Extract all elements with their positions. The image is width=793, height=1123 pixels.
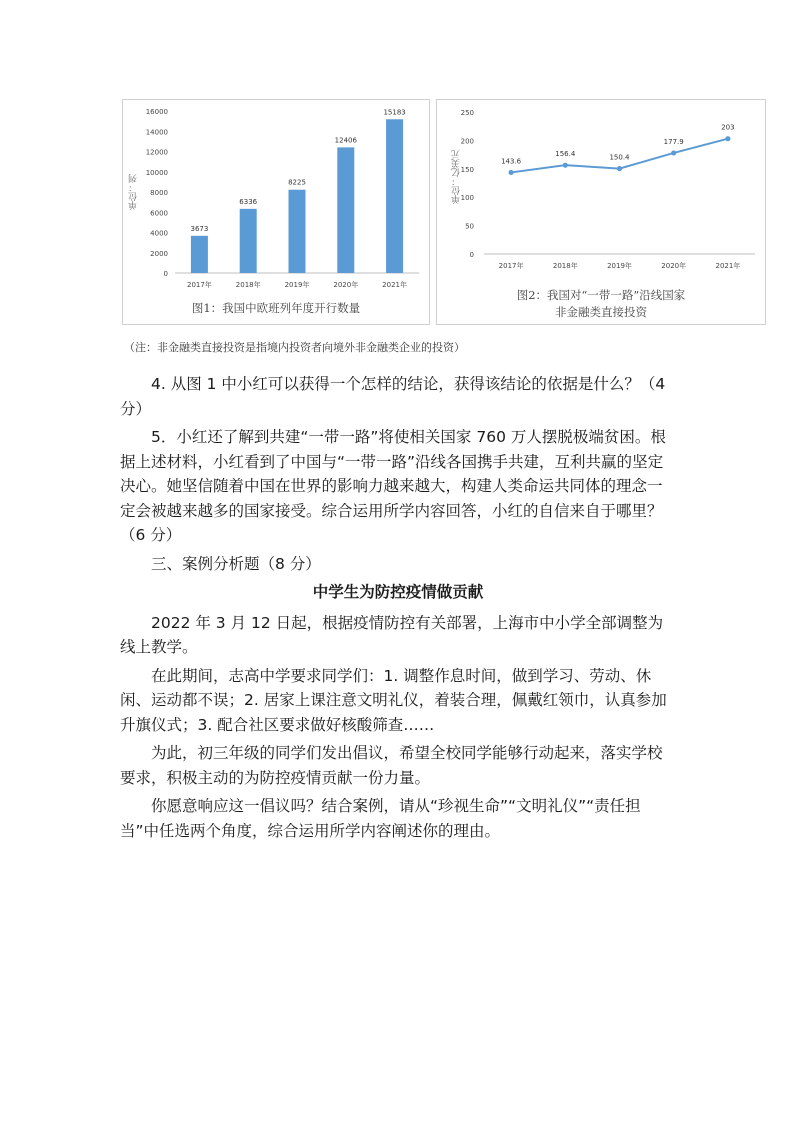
x-tick-label: 2018年 bbox=[552, 262, 578, 270]
chart-2-ylabel: 单位：亿美元 bbox=[452, 150, 462, 204]
y-tick-label: 8000 bbox=[150, 189, 168, 197]
case-paragraph: 你愿意响应这一倡议吗？结合案例，请从“珍视生命”“文明礼仪”“责任担当”中任选两个角度，综合运用所学内容阐述你的理由。 bbox=[120, 797, 641, 840]
case-paragraph: 2022 年 3 月 12 日起，根据疫情防控有关部署，上海市中小学全部调整为线上教学。 bbox=[120, 613, 664, 656]
y-tick-label: 10000 bbox=[145, 168, 168, 177]
bar-data-label: 3673 bbox=[190, 224, 209, 233]
x-tick-label: 2020年 bbox=[661, 262, 687, 270]
y-tick-label: 0 bbox=[469, 251, 474, 259]
bar-data-label: 8225 bbox=[288, 178, 306, 187]
data-point bbox=[725, 136, 730, 141]
question-4: 4. 从图 1 中小红可以获得一个怎样的结论，获得该结论的依据是什么？（4 分） bbox=[120, 375, 666, 418]
chart-1-caption: 图1：我国中欧班列年度开行数量 bbox=[191, 301, 361, 315]
x-tick-label: 2018年 bbox=[235, 281, 261, 289]
section-3-title: 三、案例分析题（8 分） bbox=[151, 554, 321, 573]
bar bbox=[191, 236, 208, 273]
data-point bbox=[563, 163, 568, 168]
question-5: 5．小红还了解到共建“一带一路”将使相关国家 760 万人摆脱极端贫困。根据上述材料，小红看到了中国与“一带一路”沿线各国携手共建，互利共赢的坚定决心。她坚信随着中国在世界的影响力越来越大，构建人类命运共同体的理念一定会被越来越多的国家接受。综合运用所学内容回答，小红的自信来自于哪里？（6 分） bbox=[120, 428, 666, 544]
x-tick-label: 2021年 bbox=[382, 281, 408, 289]
x-tick-label: 2020年 bbox=[333, 281, 359, 289]
y-tick-label: 14000 bbox=[145, 128, 168, 137]
y-tick-label: 200 bbox=[460, 137, 474, 146]
bar bbox=[386, 119, 403, 273]
x-tick-label: 2019年 bbox=[607, 262, 632, 270]
data-point bbox=[617, 166, 622, 171]
data-point bbox=[671, 150, 676, 155]
x-tick-label: 2017年 bbox=[186, 281, 212, 289]
point-data-label: 150.4 bbox=[609, 153, 630, 162]
bar-data-label: 12406 bbox=[334, 136, 357, 145]
y-tick-label: 2000 bbox=[150, 249, 168, 258]
bar bbox=[240, 209, 257, 273]
point-data-label: 156.4 bbox=[555, 150, 576, 159]
chart-2-caption-line1: 图2：我国对“一带一路”沿线国家 bbox=[516, 288, 686, 302]
x-tick-label: 2017年 bbox=[498, 262, 524, 270]
point-data-label: 143.6 bbox=[501, 157, 522, 166]
case-title: 中学生为防控疫情做贡献 bbox=[312, 583, 484, 601]
y-tick-label: 0 bbox=[163, 270, 168, 278]
y-tick-label: 150 bbox=[460, 165, 474, 174]
bar bbox=[289, 190, 306, 273]
case-paragraph: 为此，初三年级的同学们发出倡议，希望全校同学能够行动起来，落实学校要求，积极主动的为防控疫情贡献一份力量。 bbox=[120, 744, 663, 787]
bar bbox=[337, 147, 354, 273]
y-tick-label: 4000 bbox=[150, 229, 168, 238]
bar-data-label: 15183 bbox=[383, 108, 406, 117]
chart-2-container bbox=[436, 99, 766, 325]
y-tick-label: 12000 bbox=[145, 148, 168, 157]
chart-1-container bbox=[122, 99, 430, 325]
chart-note: （注：非金融类直接投资是指境内投资者向境外非金融类企业的投资） bbox=[124, 341, 465, 354]
chart-1-bar-chart bbox=[123, 100, 431, 326]
y-tick-label: 6000 bbox=[150, 209, 168, 218]
case-paragraph: 在此期间，志高中学要求同学们：1. 调整作息时间，做到学习、劳动、休闲、运动都不误；2. 居家上课注意文明礼仪，着装合理，佩戴红领巾，认真参加升旗仪式；3. 配合社区要求做好核酸筛查…… bbox=[120, 666, 667, 734]
question-body bbox=[120, 372, 676, 847]
y-tick-label: 50 bbox=[465, 222, 474, 231]
bar-data-label: 6336 bbox=[239, 197, 258, 206]
chart-2-caption-line2: 非金融类直接投资 bbox=[555, 305, 647, 319]
y-tick-label: 100 bbox=[460, 194, 474, 203]
y-tick-label: 250 bbox=[460, 109, 474, 117]
chart-1-ylabel: 单位：列 bbox=[129, 174, 139, 210]
x-tick-label: 2019年 bbox=[284, 281, 310, 289]
point-data-label: 203 bbox=[721, 123, 735, 132]
x-tick-label: 2021年 bbox=[715, 262, 741, 270]
data-point bbox=[509, 170, 514, 175]
y-tick-label: 16000 bbox=[145, 108, 168, 116]
point-data-label: 177.9 bbox=[663, 137, 684, 146]
chart-2-caption bbox=[437, 287, 765, 321]
